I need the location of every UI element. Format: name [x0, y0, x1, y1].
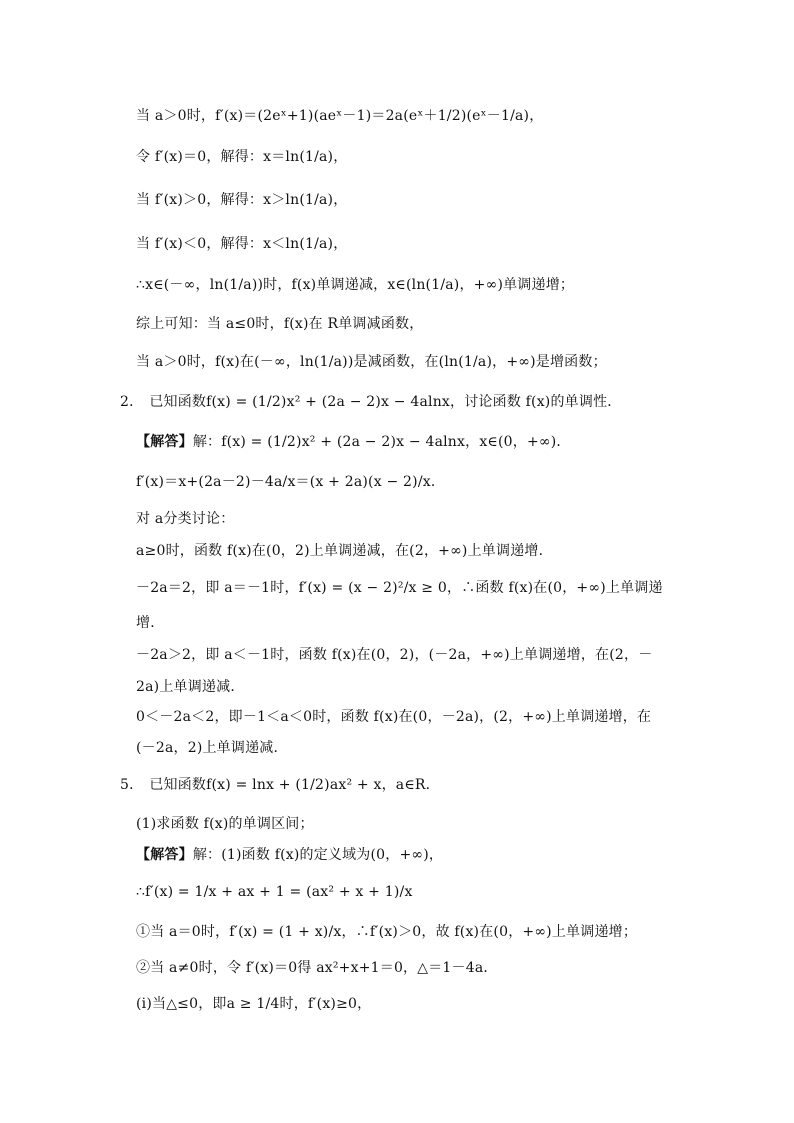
problem-text: 已知函数f(x) = lnx + (1/2)ax² + x，a∈R．	[149, 777, 440, 793]
text-line: 当 f′(x)＞0，解得：x＞ln(1/a)，	[136, 192, 348, 208]
text-line: 当 a＞0时，f′(x)＝(2eˣ+1)(aeˣ－1)＝2a(eˣ＋1/2)(eˣ－1/a)，	[136, 108, 544, 124]
text-line: (1)求函数 f(x)的单调区间；	[136, 816, 314, 832]
text-line: 0＜－2a＜2，即－1＜a＜0时，函数 f(x)在(0，－2a)，(2，+∞)上单调递增，在	[136, 709, 652, 725]
answer-label: 【解答】	[136, 847, 193, 863]
text-line: f′(x)＝x+(2a－2)－4a/x＝(x + 2a)(x − 2)/x．	[136, 474, 446, 490]
problem-5-statement	[120, 775, 440, 795]
solution-text: 解：(1)函数 f(x)的定义域为(0，+∞)，	[192, 847, 444, 863]
text-line: 当 a＞0时，f(x)在(－∞，ln(1/a))是减函数，在(ln(1/a)，+∞)是增函数；	[136, 354, 607, 370]
text-line: 当 f′(x)＜0，解得：x＜ln(1/a)，	[136, 236, 348, 252]
text-line: 2a)上单调递减．	[136, 679, 245, 695]
problem-number: 2．	[120, 394, 144, 410]
text-line: 令 f′(x)＝0，解得：x＝ln(1/a)，	[136, 149, 348, 165]
problem-2-statement	[120, 392, 621, 412]
solution-text: 解：f(x) = (1/2)x² + (2a − 2)x − 4alnx，x∈(0，+∞)．	[192, 434, 571, 450]
text-line: ∴x∈(－∞，ln(1/a))时，f(x)单调递减，x∈(ln(1/a)，+∞)单调递增；	[136, 277, 575, 293]
text-line: －2a＞2，即 a＜－1时，函数 f(x)在(0，2)，(－2a，+∞)上单调递增，在(2，－	[136, 647, 653, 663]
text-line: ②当 a≠0时，令 f′(x)＝0得 ax²+x+1＝0，△＝1－4a．	[136, 960, 498, 976]
problem-text: 已知函数f(x) = (1/2)x² + (2a − 2)x − 4alnx，讨论函数 f(x)的单调性．	[149, 394, 622, 410]
text-line: a≥0时，函数 f(x)在(0，2)上单调递减，在(2，+∞)上单调递增．	[136, 543, 553, 559]
solution-line	[136, 845, 443, 865]
problem-number: 5．	[120, 777, 144, 793]
text-line: (ⅰ)当△≤0，即a ≥ 1/4时，f′(x)≥0，	[136, 996, 372, 1012]
answer-label: 【解答】	[136, 434, 193, 450]
text-line: 综上可知：当 a≤0时，f(x)在 R单调减函数，	[136, 316, 424, 332]
text-line: ①当 a＝0时，f′(x) = (1 + x)/x，∴f′(x)＞0，故 f(x)在(0，+∞)上单调递增；	[136, 924, 638, 940]
text-line: ∴f′(x) = 1/x + ax + 1 = (ax² + x + 1)/x	[136, 884, 413, 900]
text-line: (－2a，2)上单调递减．	[136, 740, 288, 756]
solution-line	[136, 432, 571, 452]
text-line: －2a＝2，即 a＝－1时，f′(x) = (x − 2)²/x ≥ 0，∴函数 f(x)在(0，+∞)上单调递	[136, 580, 663, 596]
text-line: 对 a分类讨论：	[136, 511, 235, 527]
text-line: 增．	[136, 615, 165, 631]
